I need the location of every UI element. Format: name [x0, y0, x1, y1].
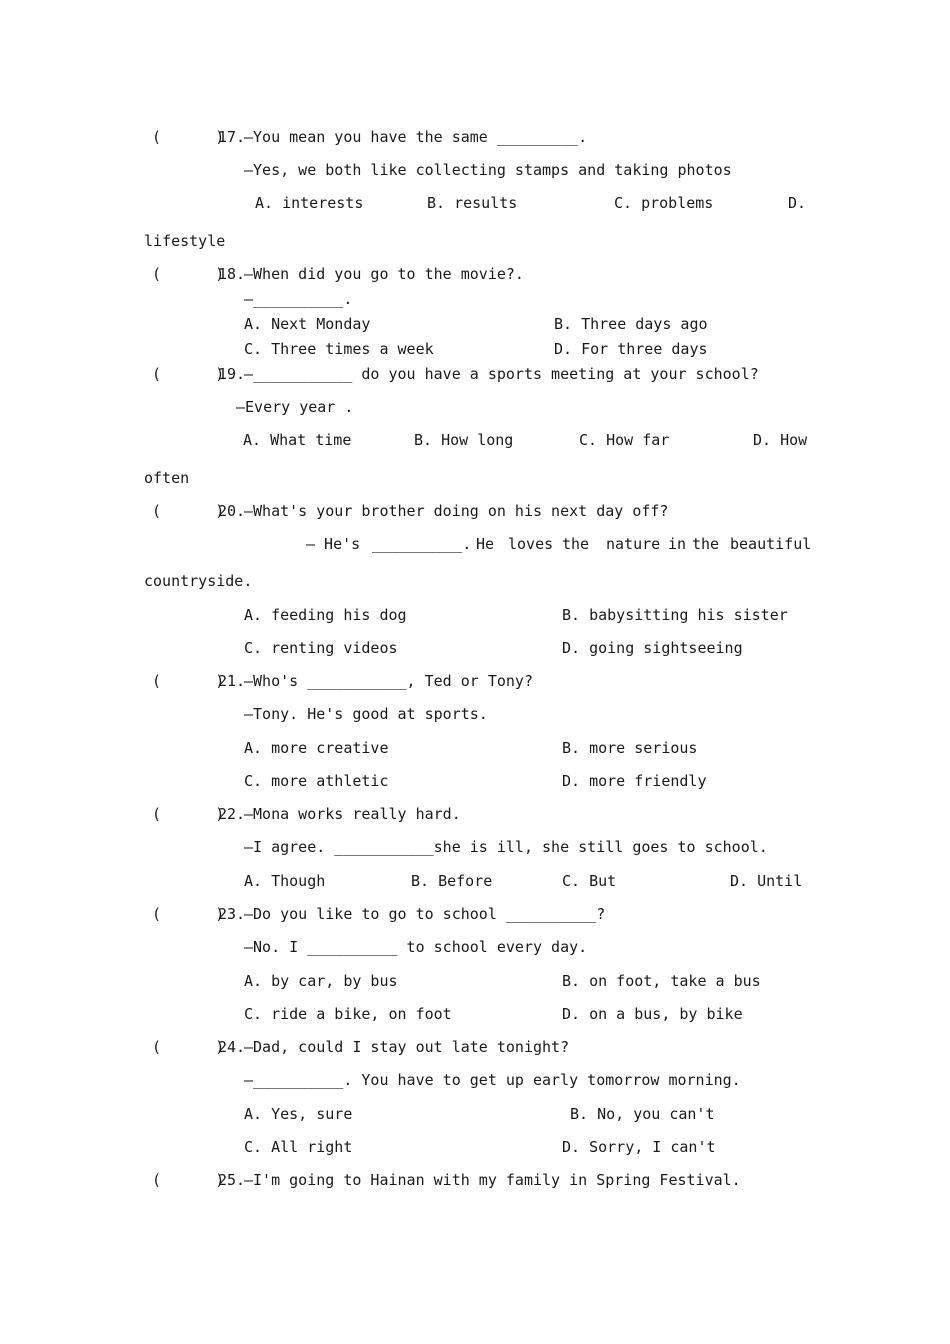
option-a: A. interests: [255, 194, 364, 212]
option-d: D. How: [753, 431, 808, 449]
option-b: B. on foot, take a bus: [562, 972, 761, 990]
question-number: 19.: [218, 365, 246, 383]
response-word: nature: [606, 535, 661, 553]
question-response: —__________.: [244, 290, 353, 308]
option-b: B. Before: [411, 872, 493, 890]
answer-paren: ( ): [152, 805, 225, 823]
response-word: beautiful: [730, 535, 812, 553]
option-d: D. Until: [730, 872, 803, 890]
option-a: A. Though: [244, 872, 326, 890]
option-b: B. babysitting his sister: [562, 606, 788, 624]
response-word: He: [476, 535, 495, 553]
response-word: — He's: [306, 535, 361, 553]
option-wrap-text: often: [144, 469, 190, 487]
question-stem: —Do you like to go to school __________?: [244, 905, 606, 923]
option-d: D. more friendly: [562, 772, 707, 790]
answer-paren: ( ): [152, 502, 225, 520]
response-word: loves: [508, 535, 554, 553]
question-stem: —Who's ___________, Ted or Tony?: [244, 672, 533, 690]
question-number: 17.: [218, 128, 246, 146]
option-c: C. more athletic: [244, 772, 389, 790]
answer-paren: ( ): [152, 365, 225, 383]
option-c: C. All right: [244, 1138, 353, 1156]
option-b: B. No, you can't: [570, 1105, 715, 1123]
response-word: __________.: [372, 535, 472, 553]
question-number: 25.: [218, 1171, 246, 1189]
option-a: A. Next Monday: [244, 315, 371, 333]
question-response: —Tony. He's good at sports.: [244, 705, 488, 723]
question-number: 20.: [218, 502, 246, 520]
option-wrap-text: lifestyle: [144, 232, 226, 250]
response-wrap-text: countryside.: [144, 572, 253, 590]
option-a: A. Yes, sure: [244, 1105, 353, 1123]
option-c: C. ride a bike, on foot: [244, 1005, 452, 1023]
question-response: —Every year .: [236, 398, 354, 416]
question-number: 24.: [218, 1038, 246, 1056]
question-stem: —Mona works really hard.: [244, 805, 461, 823]
option-d: D. on a bus, by bike: [562, 1005, 743, 1023]
question-stem: —You mean you have the same _________.: [244, 128, 588, 146]
option-d: D. For three days: [554, 340, 708, 358]
answer-paren: ( ): [152, 1171, 225, 1189]
response-word: the: [692, 535, 720, 553]
response-word: in: [668, 535, 687, 553]
answer-paren: ( ): [152, 128, 225, 146]
option-a: A. more creative: [244, 739, 389, 757]
answer-paren: ( ): [152, 672, 225, 690]
answer-paren: ( ): [152, 265, 225, 283]
option-a: A. feeding his dog: [244, 606, 407, 624]
question-number: 22.: [218, 805, 246, 823]
option-c: C. But: [562, 872, 617, 890]
option-a: A. by car, by bus: [244, 972, 398, 990]
option-c: C. Three times a week: [244, 340, 434, 358]
question-stem: —___________ do you have a sports meeting at your school?: [244, 365, 759, 383]
option-b: B. more serious: [562, 739, 698, 757]
option-c: C. renting videos: [244, 639, 398, 657]
question-stem: —I'm going to Hainan with my family in Spring Festival.: [244, 1171, 741, 1189]
option-b: B. How long: [414, 431, 514, 449]
question-number: 21.: [218, 672, 246, 690]
option-c: C. problems: [614, 194, 714, 212]
question-response: —No. I __________ to school every day.: [244, 938, 588, 956]
answer-paren: ( ): [152, 1038, 225, 1056]
option-d: D. Sorry, I can't: [562, 1138, 716, 1156]
question-response: —Yes, we both like collecting stamps and taking photos: [244, 161, 732, 179]
response-word: the: [562, 535, 590, 553]
question-stem: —What's your brother doing on his next day off?: [244, 502, 669, 520]
option-d: D.: [788, 194, 807, 212]
question-stem: —When did you go to the movie?.: [244, 265, 524, 283]
question-number: 23.: [218, 905, 246, 923]
question-stem: —Dad, could I stay out late tonight?: [244, 1038, 570, 1056]
question-response: —I agree. ___________she is ill, she still goes to school.: [244, 838, 768, 856]
option-c: C. How far: [579, 431, 670, 449]
option-b: B. Three days ago: [554, 315, 708, 333]
option-d: D. going sightseeing: [562, 639, 743, 657]
answer-paren: ( ): [152, 905, 225, 923]
question-number: 18.: [218, 265, 246, 283]
option-b: B. results: [427, 194, 518, 212]
question-response: —__________. You have to get up early tomorrow morning.: [244, 1071, 741, 1089]
option-a: A. What time: [243, 431, 352, 449]
